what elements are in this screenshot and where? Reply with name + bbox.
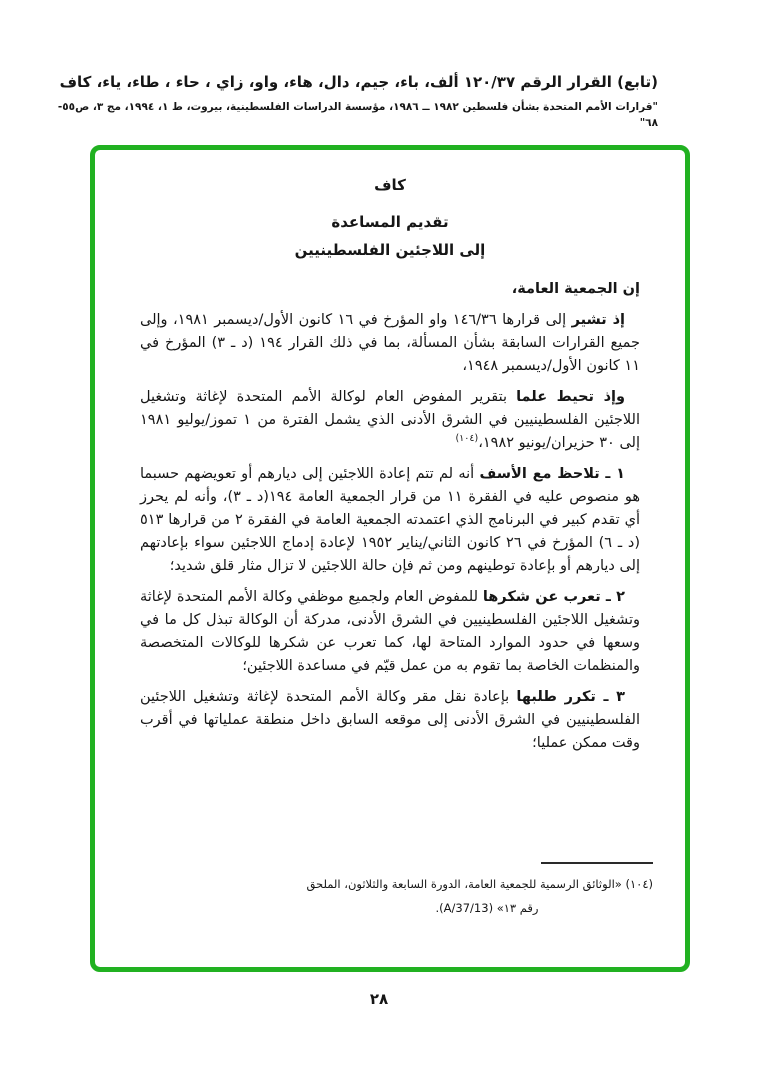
paragraph-text: إلى قرارها ١٤٦/٣٦ واو المؤرخ في ١٦ كانون الأول/ديسمبر ١٩٨١، وإلى جميع القرارات السابقة بشأن المسألة، بما في ذلك القرار ١٩٤ (د ـ ٣) المؤرخ في ١١ كانون الأول/ديسمبر ١٩٤٨، (140, 312, 640, 374)
section-title-block (140, 176, 640, 264)
paragraph-lead: ٣ ـ تكرر طلبها (516, 689, 625, 705)
content-frame (90, 145, 690, 972)
header-resolution-line: (تابع) القرار الرقم ١٢٠/٣٧ ألف، باء، جيم، دال، هاء، واو، زاي ، حاء ، طاء، ياء، كاف (59, 73, 658, 91)
paragraph-lead: ٢ ـ تعرب عن شكرها (482, 589, 625, 605)
body-paragraph (140, 309, 640, 378)
paragraph-text: بتقرير المفوض العام لوكالة الأمم المتحدة لإغاثة وتشغيل اللاجئين الفلسطينيين في الشرق الأدنى الذي يشمل الفترة من ١ تموز/يوليو ١٩٨١ إلى ٣٠ حزيران/يونيو ١٩٨٢، (140, 389, 640, 451)
body-paragraph (140, 386, 640, 455)
header-source-citation: "قرارات الأمم المتحدة بشأن فلسطين ١٩٨٢ ــ ١٩٨٦، مؤسسة الدراسات الفلسطينية، بيروت، ط ١، ١٩٩٤، مج ٣، ص٥٥- ٦٨" (57, 101, 658, 129)
paragraph-lead: إذ تشير (571, 312, 626, 328)
body-paragraph (140, 686, 640, 755)
paragraph-text: للمفوض العام ولجميع موظفي وكالة الأمم المتحدة لإغاثة وتشغيل اللاجئين الفلسطينيين في الشرق الأدنى، مدركة أن الوكالة تبذل كل ما في وسعها في حدود الموارد المتاحة لها، كما تعرب عن شكرها للوكالات المتخصصة والمنظمات الخاصة بما تقوم به من عمل قيّم في مساعدة اللاجئين؛ (140, 589, 640, 674)
resolution-content (95, 150, 685, 755)
footnote-line-2: رقم ١٣» (A/37/13). (435, 901, 539, 915)
footnote-block (306, 862, 653, 920)
body-paragraph (140, 278, 640, 301)
page-header (40, 72, 658, 131)
footnote-line-1: (١٠٤) «الوثائق الرسمية للجمعية العامة، الدورة السابعة والثلاثون، الملحق (306, 877, 653, 891)
paragraph-lead: إن الجمعية العامة، (511, 281, 640, 297)
section-letter: كاف (374, 176, 406, 194)
resolution-body (140, 278, 640, 755)
paragraph-text: أنه لم تتم إعادة اللاجئين إلى ديارهم أو تعويضهم حسبما هو منصوص عليه في الفقرة ١١ من قرار الجمعية العامة ١٩٤(د ـ ٣)، وأنه لم يحرز أي تقدم كبير في البرنامج الذي اعتمدته الجمعية العامة في الفقرة ٢ من قرارها ٥١٣ (د ـ ٦) المؤرخ في ٢٦ كانون الثاني/يناير ١٩٥٢ لإعادة إدماج اللاجئين سواء بإعادتهم إلى ديارهم أو بإعادة توطينهم ومن ثم فإن حالة اللاجئين لا تزال مثار قلق شديد؛ (140, 466, 640, 574)
paragraph-lead: وإذ تحيط علما (516, 389, 625, 405)
body-paragraph (140, 586, 640, 678)
title-line-2: إلى اللاجئين الفلسطينيين (294, 241, 486, 259)
body-paragraph (140, 463, 640, 578)
paragraph-lead: ١ ـ تلاحظ مع الأسف (479, 466, 626, 482)
paragraph-text: بإعادة نقل مقر وكالة الأمم المتحدة لإغاثة وتشغيل اللاجئين الفلسطينيين في الشرق الأدنى إلى موقعه السابق داخل منطقة عملياتها في أقرب وقت ممكن عمليا؛ (140, 689, 640, 751)
page-number: ٢٨ (369, 990, 389, 1008)
footnote-divider (541, 862, 653, 864)
title-line-1: تقديم المساعدة (331, 213, 449, 231)
footnote-reference: (١٠٤) (455, 433, 479, 445)
